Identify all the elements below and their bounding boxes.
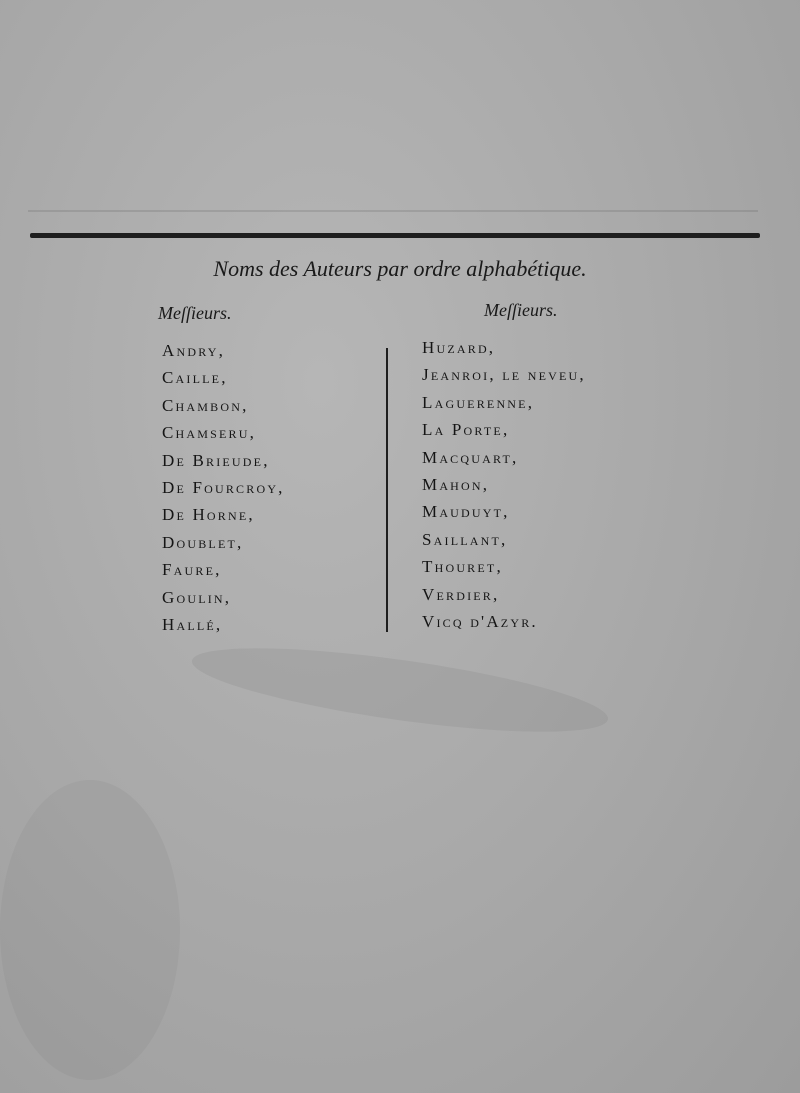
paper-stain <box>188 631 612 749</box>
author-name: Huzard, <box>422 338 496 357</box>
author-name: Chambon, <box>162 395 249 415</box>
left-column-label: Meſſieurs. <box>158 303 232 323</box>
author-name: Hallé, <box>162 614 223 634</box>
author-name: Vicq d'Azyr. <box>422 611 538 631</box>
author-name: Macquart, <box>422 447 519 467</box>
column-divider <box>386 348 388 632</box>
author-name: Mahon, <box>422 474 490 494</box>
author-name: Thouret, <box>422 557 503 577</box>
author-name: La Porte, <box>422 420 510 440</box>
author-name: Chamseru, <box>162 423 257 443</box>
right-author-list <box>422 334 586 635</box>
faint-rule <box>28 210 758 212</box>
author-name: Andry, <box>162 341 226 360</box>
author-name: Jeanroi, le neveu, <box>422 365 586 385</box>
author-name: Verdier, <box>422 584 500 604</box>
author-name: De Horne, <box>162 505 255 525</box>
page-heading: Noms des Auteurs par ordre alphabétique. <box>213 256 587 281</box>
author-name: Faure, <box>162 560 222 580</box>
author-name: Saillant, <box>422 529 508 549</box>
left-author-list <box>162 337 285 638</box>
author-name: Mauduyt, <box>422 502 510 522</box>
author-name: Laguerenne, <box>422 392 535 412</box>
author-name: Goulin, <box>162 587 232 607</box>
author-name: De Fourcroy, <box>162 477 285 497</box>
paper-stain <box>0 780 180 1080</box>
author-name: Doublet, <box>162 532 244 552</box>
author-name: De Brieude, <box>162 450 270 470</box>
right-column-label: Meſſieurs. <box>484 300 558 320</box>
top-rule <box>30 233 760 238</box>
author-name: Caille, <box>162 368 228 388</box>
